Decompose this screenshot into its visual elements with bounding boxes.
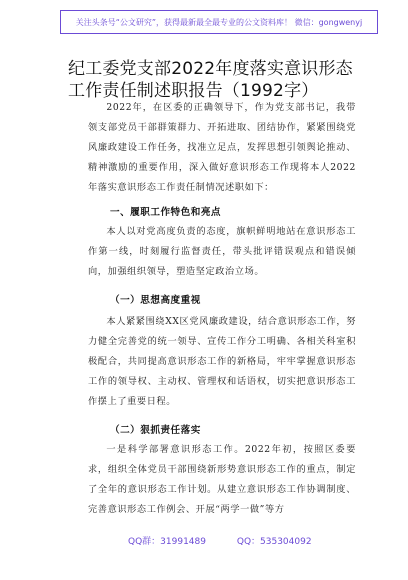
subsection-heading-2: （二）狠抓责任落实 [110, 425, 201, 436]
section-heading-1: 一、履职工作特色和亮点 [110, 207, 222, 218]
promo-banner [60, 10, 378, 34]
qq-group-text: QQ群：31991489 [128, 537, 206, 547]
qq-text: QQ：535304092 [236, 537, 312, 547]
contact-footer [128, 534, 340, 547]
subsection-2-paragraph: 一是科学部署意识形态工作。2022年初，按照区委要求，组织全体党员干部围绕新形势意识形态工作的重点，制定了全年的意识形态工作计划。从建立意识形态工作协调制度、完善意识形态工作例会、开展“两学一做”等方 [88, 444, 356, 515]
intro-paragraph: 2022年，在区委的正确领导下，作为党支部书记，我带领支部党员干部群策群力、开拓进取、团结协作，紧紧围绕党风廉政建设工作任务，找准立足点，发挥思想引领舆论推动、精神激励的重要作用，深入做好意识形态工作现将本人2022年落实意识形态工作责任制情况述职如下： [88, 102, 356, 193]
promo-banner-text: 关注头条号“公文研究”，获得最新最全最专业的公文资料库！ 微信：gongwenyj [75, 17, 363, 27]
document-title: 纪工委党支部2022年度落实意识形态工作责任制述职报告（1992字） [68, 59, 353, 101]
section-1-paragraph: 本人以对党高度负责的态度，旗帜鲜明地站在意识形态工作第一线，时刻履行监督责任，带头批评错误观点和错误倾向，加强组织领导，塑造坚定政治立场。 [88, 226, 356, 277]
subsection-heading-1: （一）思想高度重视 [110, 295, 201, 306]
subsection-1-paragraph: 本人紧紧围绕XX区党风廉政建设，结合意识形态工作，努力健全完善党的统一领导、宣传工作分工明确、各相关科室积极配合，共同提高意识形态工作的新格局，牢牢掌握意识形态工作的领导权、主动权、管理权和话语权，切实把意识形态工作摆上了重要日程。 [88, 316, 356, 407]
